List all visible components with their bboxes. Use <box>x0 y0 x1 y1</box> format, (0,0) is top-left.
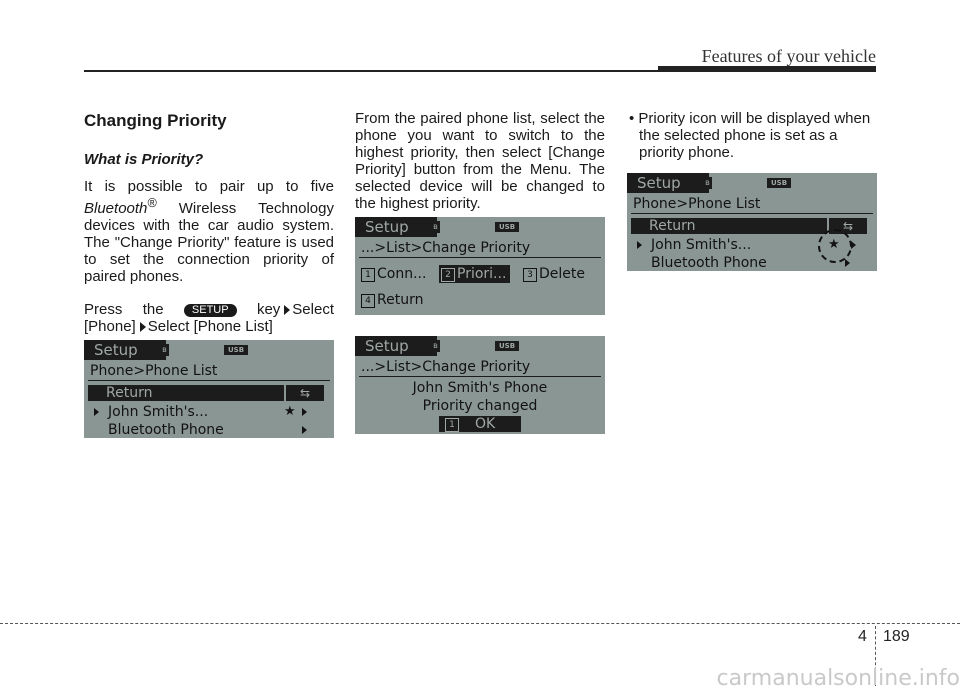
instruction-paragraph <box>84 301 334 335</box>
menu-option-return[interactable]: 4 Return <box>361 291 423 309</box>
setup-tab: Setup <box>627 173 709 193</box>
right-column <box>627 110 877 161</box>
chevron-right-icon <box>851 241 856 249</box>
intro-text-start: It is possible to pair up to five <box>84 178 334 195</box>
step-select-phone: Select [Phone] <box>84 301 334 335</box>
return-button[interactable]: Return <box>631 218 827 234</box>
phone-list-item-name[interactable]: John Smith's... <box>108 404 209 420</box>
result-phone-name: John Smith's Phone <box>412 380 548 396</box>
key-text: key <box>256 301 281 318</box>
bluetooth-brand: Bluetooth® <box>84 196 157 217</box>
bluetooth-icon: ʙ <box>431 221 440 233</box>
bluetooth-icon: ʙ <box>703 177 712 189</box>
chevron-right-icon <box>94 408 99 416</box>
setup-tab: Setup <box>355 336 437 356</box>
chevron-right-icon <box>302 426 307 434</box>
screen-priority-changed <box>355 336 605 434</box>
breadcrumb: Phone>Phone List <box>90 363 218 379</box>
priority-icon-note: • Priority icon will be displayed when the selected phone is set as a priority phone. <box>629 110 871 161</box>
header-rule-accent <box>658 66 876 72</box>
chevron-right-icon <box>302 408 307 416</box>
breadcrumb: ...>List>Change Priority <box>361 359 531 375</box>
phone-list-item-name[interactable]: John Smith's... <box>651 237 752 253</box>
priority-star-icon: ★ <box>828 237 840 252</box>
subheading: What is Priority? <box>84 151 204 168</box>
ok-button[interactable]: 1 OK <box>439 416 521 432</box>
priority-instructions: From the paired phone list, select the phone you want to switch to the highest priority, then select [Change Priority] button from the Menu. The selected device will be changed to the highest priority. <box>355 110 605 212</box>
divider <box>359 376 601 377</box>
bluetooth-icon: ʙ <box>431 340 440 352</box>
setup-tab: Setup <box>355 217 437 237</box>
result-message: Priority changed <box>422 398 538 414</box>
chevron-right-icon <box>637 241 642 249</box>
divider <box>88 380 330 381</box>
page-number: 189 <box>883 628 910 645</box>
divider <box>631 213 873 214</box>
page-header-title: Features of your vehicle <box>701 46 876 66</box>
menu-option-connect[interactable]: 1 Conn... <box>361 265 426 283</box>
setup-tab: Setup <box>84 340 166 360</box>
chapter-number: 4 <box>858 628 867 645</box>
back-icon[interactable]: ⇆ <box>829 218 867 234</box>
mid-column <box>355 110 605 212</box>
setup-key-badge: SETUP <box>184 304 237 317</box>
registered-mark: ® <box>147 196 157 210</box>
arrow-right-icon <box>140 322 146 332</box>
menu-option-delete[interactable]: 3 Delete <box>523 265 585 283</box>
intro-paragraph <box>84 178 334 285</box>
menu-option-priority[interactable]: 2 Priori... <box>439 265 510 283</box>
left-column <box>84 100 334 351</box>
step-select-phone-list: Select [Phone List] <box>147 318 273 335</box>
phone-list-item-type: Bluetooth Phone <box>108 422 224 438</box>
intro-text-end: Wireless Technology devices with the car audio system. The "Change Priority" feature is used to set the connection priority of paired phones. <box>84 200 334 285</box>
watermark: carmanualsonline.info <box>716 666 960 691</box>
screen-change-priority-menu <box>355 217 605 315</box>
back-icon[interactable]: ⇆ <box>286 385 324 401</box>
breadcrumb: Phone>Phone List <box>633 196 761 212</box>
arrow-right-icon <box>284 305 290 315</box>
usb-icon: USB <box>224 345 248 355</box>
divider <box>359 257 601 258</box>
usb-icon: USB <box>767 178 791 188</box>
return-button[interactable]: Return <box>88 385 284 401</box>
star-icon: ★ <box>284 404 296 419</box>
section-heading: Changing Priority <box>84 111 227 130</box>
bluetooth-icon: ʙ <box>160 344 169 356</box>
usb-icon: USB <box>495 341 519 351</box>
chevron-right-icon <box>845 259 850 267</box>
usb-icon: USB <box>495 222 519 232</box>
screen-phone-list <box>84 340 334 438</box>
press-text: Press the <box>84 301 164 318</box>
footer-rule <box>0 623 960 624</box>
breadcrumb: ...>List>Change Priority <box>361 240 531 256</box>
phone-list-item-type: Bluetooth Phone <box>651 255 767 271</box>
screen-phone-list-priority <box>627 173 877 271</box>
priority-highlight-circle <box>818 229 852 263</box>
